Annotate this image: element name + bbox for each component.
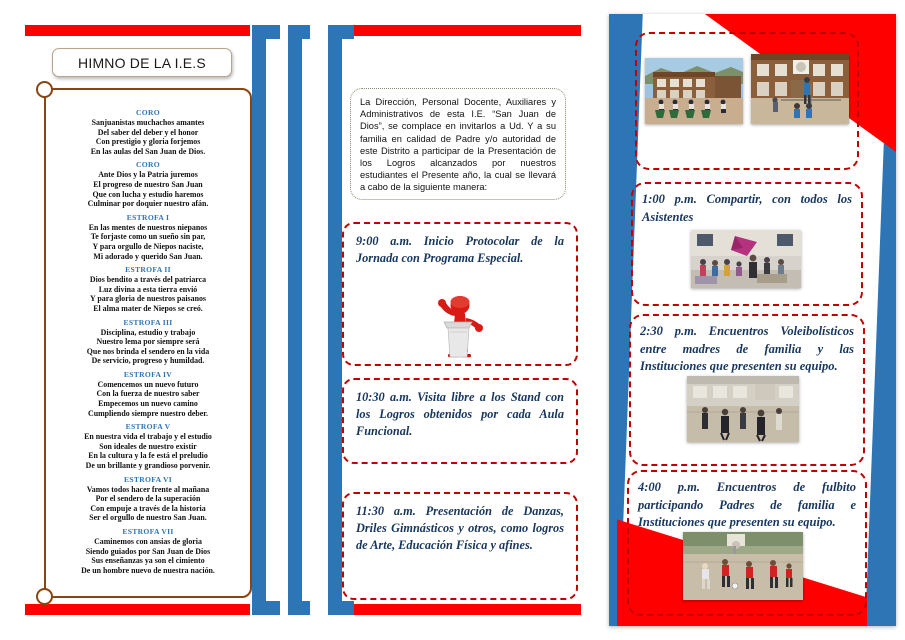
himno-title-label: HIMNO DE LA I.E.S [78, 54, 206, 71]
schedule-item-1430-text: 2:30 p.m. Encuentros Voleibolísticos entre madres de familia y las Instituciones que presenten su equipo. [640, 324, 854, 373]
schedule-item-1130 [342, 492, 578, 600]
hymn-line: De un hombre nuevo de nuestra nación. [81, 565, 215, 575]
hymn-heading: ESTROFA VI [123, 474, 173, 484]
hymn-line: Empecemos un nuevo camino [98, 399, 198, 409]
hymn-line: Por el sendero de la superación [95, 494, 201, 504]
schedule-item-1600-text: 4:00 p.m. Encuentros de fulbito participando Padres de familia e Instituciones que presenten su equipo. [638, 480, 856, 529]
blue-corner-top-mid [328, 25, 354, 39]
hymn-line: Con la fuerza de nuestro saber [96, 389, 200, 399]
hymn-line: En la cultura y la fe está el preludio [88, 451, 208, 461]
hymn-line: Culminar por doquier nuestro afán. [87, 199, 209, 209]
hymn-line: De servicio, progreso y humildad. [91, 356, 205, 366]
hymn-line: Con empuje a través de la historia [90, 503, 206, 513]
blue-bar-vertical-2 [288, 25, 302, 615]
red-bar-bottom-left [25, 604, 250, 615]
schedule-item-1130-text: 11:30 a.m. Presentación de Danzas, Driles Gimnásticos y otros, como logros de Arte, Educación Física y afines. [356, 504, 564, 552]
red-bar-top-mid [346, 25, 581, 36]
hymn-line: Caminemos con ansias de gloria [94, 537, 202, 546]
hymn-line: Siendo guiados por San Juan de Dios [85, 546, 211, 556]
hymn-line: Sus enseñanzas ya son el cimiento [91, 556, 205, 566]
hymn-text [46, 102, 250, 575]
red-bar-bottom-mid [346, 604, 581, 615]
panel-himno [0, 0, 310, 640]
hymn-line: Y para gloria de nuestros paisanos [90, 294, 206, 304]
hymn-line: Dios bendito a través del patriarca [89, 275, 207, 285]
hymn-line: Son ideales de nuestro existir [99, 441, 197, 451]
schedule-item-1300-text: 1:00 p.m. Compartir, con todos los Asistentes [642, 192, 852, 224]
photo-volleyball-players-courtyard [687, 376, 799, 442]
hymn-line: Mi adorado y querido San Juan. [93, 251, 203, 261]
hymn-heading: CORO [136, 108, 160, 117]
hymn-line: Te forjaste como un sueño sin par, [90, 232, 206, 242]
blue-corner-bottom-mid [328, 601, 354, 615]
photo-card [609, 14, 896, 626]
hymn-heading: CORO [136, 160, 160, 170]
photo-volleyball-match [751, 54, 849, 124]
hymn-heading: ESTROFA IV [123, 369, 173, 379]
red-bar-top-left [25, 25, 250, 36]
photo-school-dance-performance [645, 58, 743, 124]
blue-bar-vertical-mid [328, 25, 342, 615]
speaker-at-podium-icon [414, 292, 506, 358]
hymn-heading: ESTROFA II [125, 265, 171, 275]
hymn-line: Cumpliendo siempre nuestro deber. [88, 408, 208, 418]
hymn-heading: ESTROFA VII [122, 527, 174, 536]
schedule-item-1030 [342, 378, 578, 464]
hymn-line: Luz divina a esta tierra envió [98, 284, 198, 294]
invitation-body-box [350, 88, 566, 200]
blue-corner-bottom-1 [252, 601, 280, 615]
hymn-line: Disciplina, estudio y trabajo [100, 327, 196, 337]
hymn-line: Y para orgullo de Niepos naciste, [92, 241, 204, 251]
schedule-item-0900-text: 9:00 a.m. Inicio Protocolar de la Jornada con Programa Especial. [356, 234, 564, 265]
blue-corner-top-1 [252, 25, 280, 39]
hymn-line: En las aulas del San Juan de Dios. [90, 146, 206, 156]
panel-photos [600, 0, 905, 640]
hymn-heading: ESTROFA I [126, 212, 170, 222]
hymn-line: Del saber del deber y el honor [97, 127, 199, 137]
photo-football-match-red-jerseys [683, 532, 803, 600]
hymn-line: El progreso de nuestro San Juan [93, 179, 203, 189]
invitation-body-text: La Dirección, Personal Docente, Auxiliares y Administrativos de esta I.E. “San Juan de Dios”, se complace en invitarlos a Ud. Y a su familia en calidad de Padre y/o autoridad de este Distrito a participar de la Presentación de los Logros alcanzados por nuestros estudiantes el Presente año, la cual se llevará a cabo de la siguiente manera: [360, 97, 556, 193]
hymn-heading: ESTROFA V [125, 422, 171, 432]
hymn-line: Ser el orgullo de nuestro San Juan. [89, 513, 207, 523]
himno-title-box [52, 48, 232, 77]
hymn-line: Que con lucha y estudio haremos [92, 189, 204, 199]
hymn-line: Ante Dios y la Patria juremos [98, 170, 198, 180]
hymn-line: Sanjuanistas muchachos amantes [91, 118, 205, 127]
hymn-line: En nuestra vida el trabajo y el estudio [84, 432, 212, 442]
blue-bar-vertical-1 [252, 25, 266, 615]
hymn-heading: ESTROFA III [123, 317, 173, 327]
schedule-item-1030-text: 10:30 a.m. Visita libre a los Stand con los Logros obtenidos por cada Aula Funcional. [356, 390, 564, 438]
hymn-line: Con prestigio y gloria forjemos [95, 137, 201, 147]
hymn-line: Nuestro lema por siempre será [96, 337, 200, 347]
hymn-line: El alma mater de Niepos se creó. [93, 303, 203, 313]
photo-indoor-gathering [691, 230, 801, 288]
scroll-content-area [46, 102, 250, 584]
hymn-line: De un brillante y grandioso porvenir. [85, 461, 211, 471]
scroll-frame [44, 88, 252, 598]
hymn-line: Que nos brinda el sendero en la vida [86, 346, 210, 356]
schedule-item-0900 [342, 222, 578, 366]
hymn-line: En las mentes de nuestros niepanos [88, 222, 208, 232]
hymn-line: Comencemos un nuevo futuro [97, 379, 199, 389]
panel-invitacion [310, 0, 600, 640]
hymn-line: Vamos todos hacer frente al mañana [86, 484, 210, 494]
